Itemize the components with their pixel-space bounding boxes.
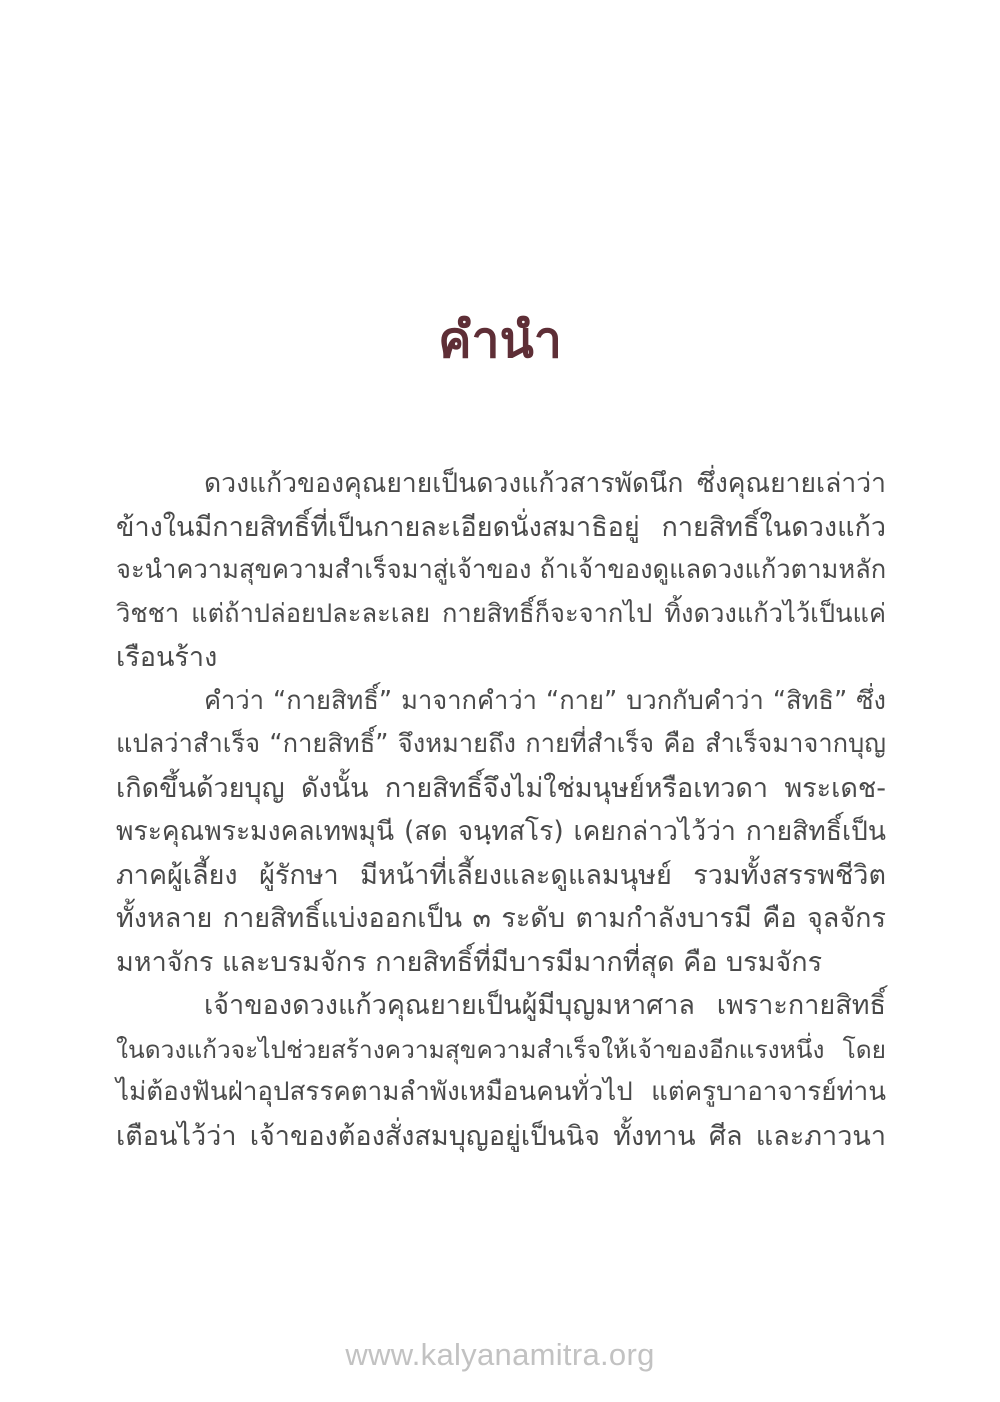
text-line: ไม่ต้องฟันฝ่าอุปสรรคตามลำพังเหมือนคนทั่วไป แต่ครูบาอาจารย์ท่าน <box>116 1077 886 1107</box>
text-line: ภาคผู้เลี้ยง ผู้รักษา มีหน้าที่เลี้ยงและดูแลมนุษย์ รวมทั้งสรรพชีวิต <box>116 859 886 891</box>
text-line: คำว่า “กายสิทธิ์” มาจากคำว่า “กาย” บวกกับคำว่า “สิทธิ” ซึ่ง <box>204 685 886 716</box>
text-line: มหาจักร และบรมจักร กายสิทธิ์ที่มีบารมีมากที่สุด คือ บรมจักร <box>116 946 823 978</box>
page-title: คำนำ <box>438 311 562 369</box>
text-line: วิชชา แต่ถ้าปล่อยปละละเลย กายสิทธิ์ก็จะจากไป ทิ้งดวงแก้วไว้เป็นแค่ <box>116 598 886 629</box>
text-line: จะนำความสุขความสำเร็จมาสู่เจ้าของ ถ้าเจ้าของดูแลดวงแก้วตามหลัก <box>116 555 887 585</box>
text-line: เจ้าของดวงแก้วคุณยายเป็นผู้มีบุญมหาศาล เพราะกายสิทธิ์ <box>204 990 886 1021</box>
text-line: เกิดขึ้นด้วยบุญ ดังนั้น กายสิทธิ์จึงไม่ใช่มนุษย์หรือเทวดา พระเดช- <box>116 772 886 804</box>
body-text <box>116 462 886 1158</box>
text-line: เรือนร้าง <box>116 642 218 673</box>
text-line: ดวงแก้วของคุณยายเป็นดวงแก้วสารพัดนึก ซึ่งคุณยายเล่าว่า <box>204 468 886 499</box>
text-line: แปลว่าสำเร็จ “กายสิทธิ์” จึงหมายถึง กายที่สำเร็จ คือ สำเร็จมาจากบุญ <box>116 729 886 759</box>
text-line: เตือนไว้ว่า เจ้าของต้องสั่งสมบุญอยู่เป็นนิจ ทั้งทาน ศีล และภาวนา <box>116 1120 886 1152</box>
text-line: ทั้งหลาย กายสิทธิ์แบ่งออกเป็น ๓ ระดับ ตามกำลังบารมี คือ จุลจักร <box>116 903 886 934</box>
text-line: พระคุณพระมงคลเทพมุนี (สด จนฺทสโร) เคยกล่าวไว้ว่า กายสิทธิ์เป็น <box>116 816 886 847</box>
paragraph-1 <box>116 462 886 680</box>
text-line: ข้างในมีกายสิทธิ์ที่เป็นกายละเอียดนั่งสมาธิอยู่ กายสิทธิ์ในดวงแก้ว <box>116 511 886 543</box>
paragraph-3 <box>116 984 886 1158</box>
text-line: ในดวงแก้วจะไปช่วยสร้างความสุขความสำเร็จให้เจ้าของอีกแรงหนึ่ง โดย <box>116 1034 886 1064</box>
paragraph-2 <box>116 680 886 985</box>
footer-website-url: www.kalyanamitra.org <box>345 1337 655 1372</box>
